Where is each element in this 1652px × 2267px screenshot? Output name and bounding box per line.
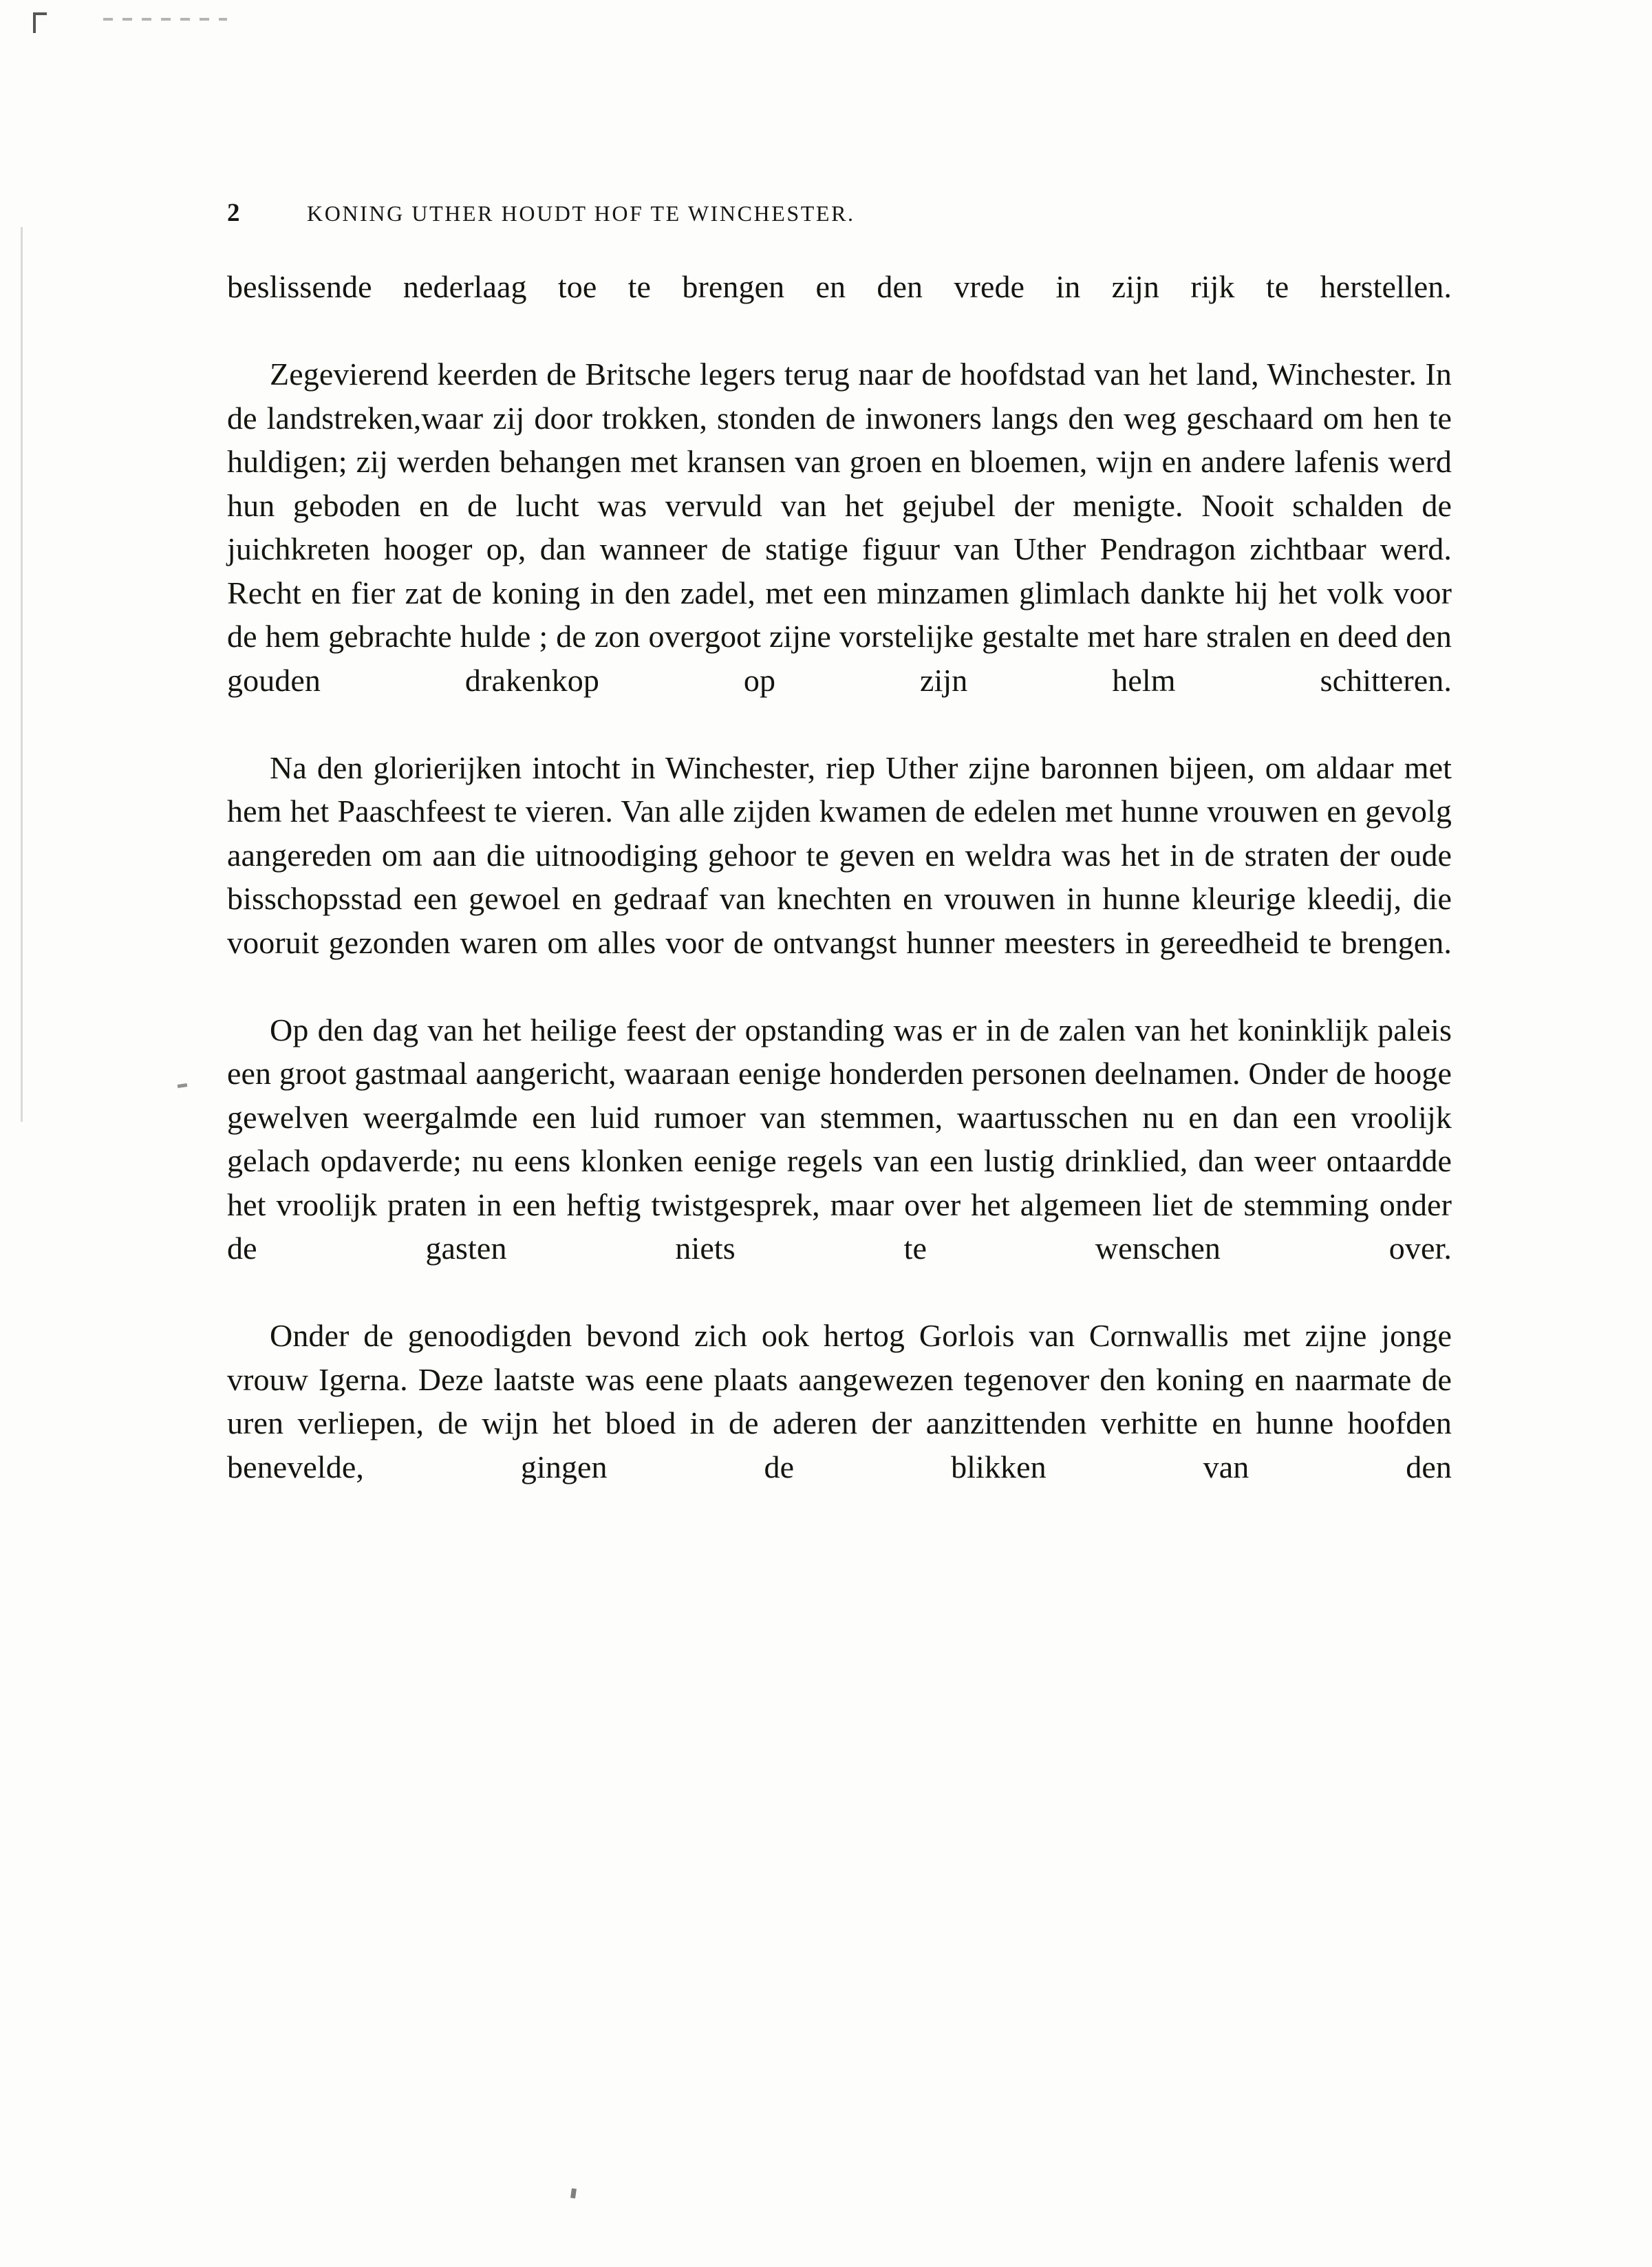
scan-artifact-dashes xyxy=(103,18,227,21)
scan-artifact-corner-mark xyxy=(33,12,47,33)
scan-artifact-edge-line xyxy=(21,227,23,1122)
page-number: 2 xyxy=(227,199,240,227)
paragraph: Onder de genoodigden bevond zich ook hertog Gorlois van Cornwallis met zijne jonge vrouw Igerna. Deze laatste was eene plaats aangewezen tegenover den koning en naarmate de uren verliepen, de wijn het bloed in de aderen der aanzittenden verhitte en hunne hoofden benevelde, gingen de blikken van den xyxy=(227,1318,1452,1484)
paragraph: Na den glorierijken intocht in Winchester, riep Uther zijne baronnen bijeen, om aldaar met hem het Paaschfeest te vieren. Van alle zijden kwamen de edelen met hunne vrouwen en gevolg aangereden om aan die uitnoodiging gehoor te geven en weldra was het in de straten der oude bisschopsstad een gewoel en gedraaf van knechten en vrouwen in hunne kleurige kleedij, die vooruit gezonden waren om alles voor de ontvangst hunner meesters in gereedheid te brengen. xyxy=(227,749,1452,960)
paragraph: Zegevierend keerden de Britsche legers terug naar de hoofdstad van het land, Winchester. In de landstreken,waar zij door trokken, stonden de inwoners langs den weg geschaard om hen te huldigen; zij werden behangen met kransen van groen en bloemen, wijn en andere lafenis werd hun geboden en de lucht was vervuld van het gejubel der menigte. Nooit schalden de juichkreten hooger op, dan wanneer de statige figuur van Uther Pendragon zichtbaar werd. Recht en fier zat de koning in den zadel, met een minzamen glimlach dankte hij het volk voor de hem gebrachte hulde ; de zon overgoot zijne vorstelijke gestalte met hare stralen en deed den gouden drakenkop op zijn helm schitteren. xyxy=(227,356,1452,698)
scan-artifact-speck-bottom xyxy=(570,2189,577,2199)
paragraph: Op den dag van het heilige feest der opstanding was er in de zalen van het koninklijk paleis een groot gastmaal aangericht, waaraan eenige honderden personen deelnamen. Onder de hooge gewelven weergalmde een luid rumoer van stemmen, waartusschen nu en dan een vroolijk gelach opdaverde; nu eens klonken eenige regels van een lustig drinklied, dan weer ontaardde het vroolijk praten in een heftig twistgesprek, maar over het algemeen liet de stemming onder de gasten niets te wenschen over. xyxy=(227,1012,1452,1266)
running-head-title: KONING UTHER HOUDT HOF TE WINCHESTER. xyxy=(307,201,855,226)
scan-artifact-speck-middle xyxy=(178,1083,188,1088)
body-text xyxy=(227,265,1452,1533)
paragraph: beslissende nederlaag toe te brengen en den vrede in zijn rijk te herstellen. xyxy=(227,269,1452,304)
running-head xyxy=(227,198,1466,228)
